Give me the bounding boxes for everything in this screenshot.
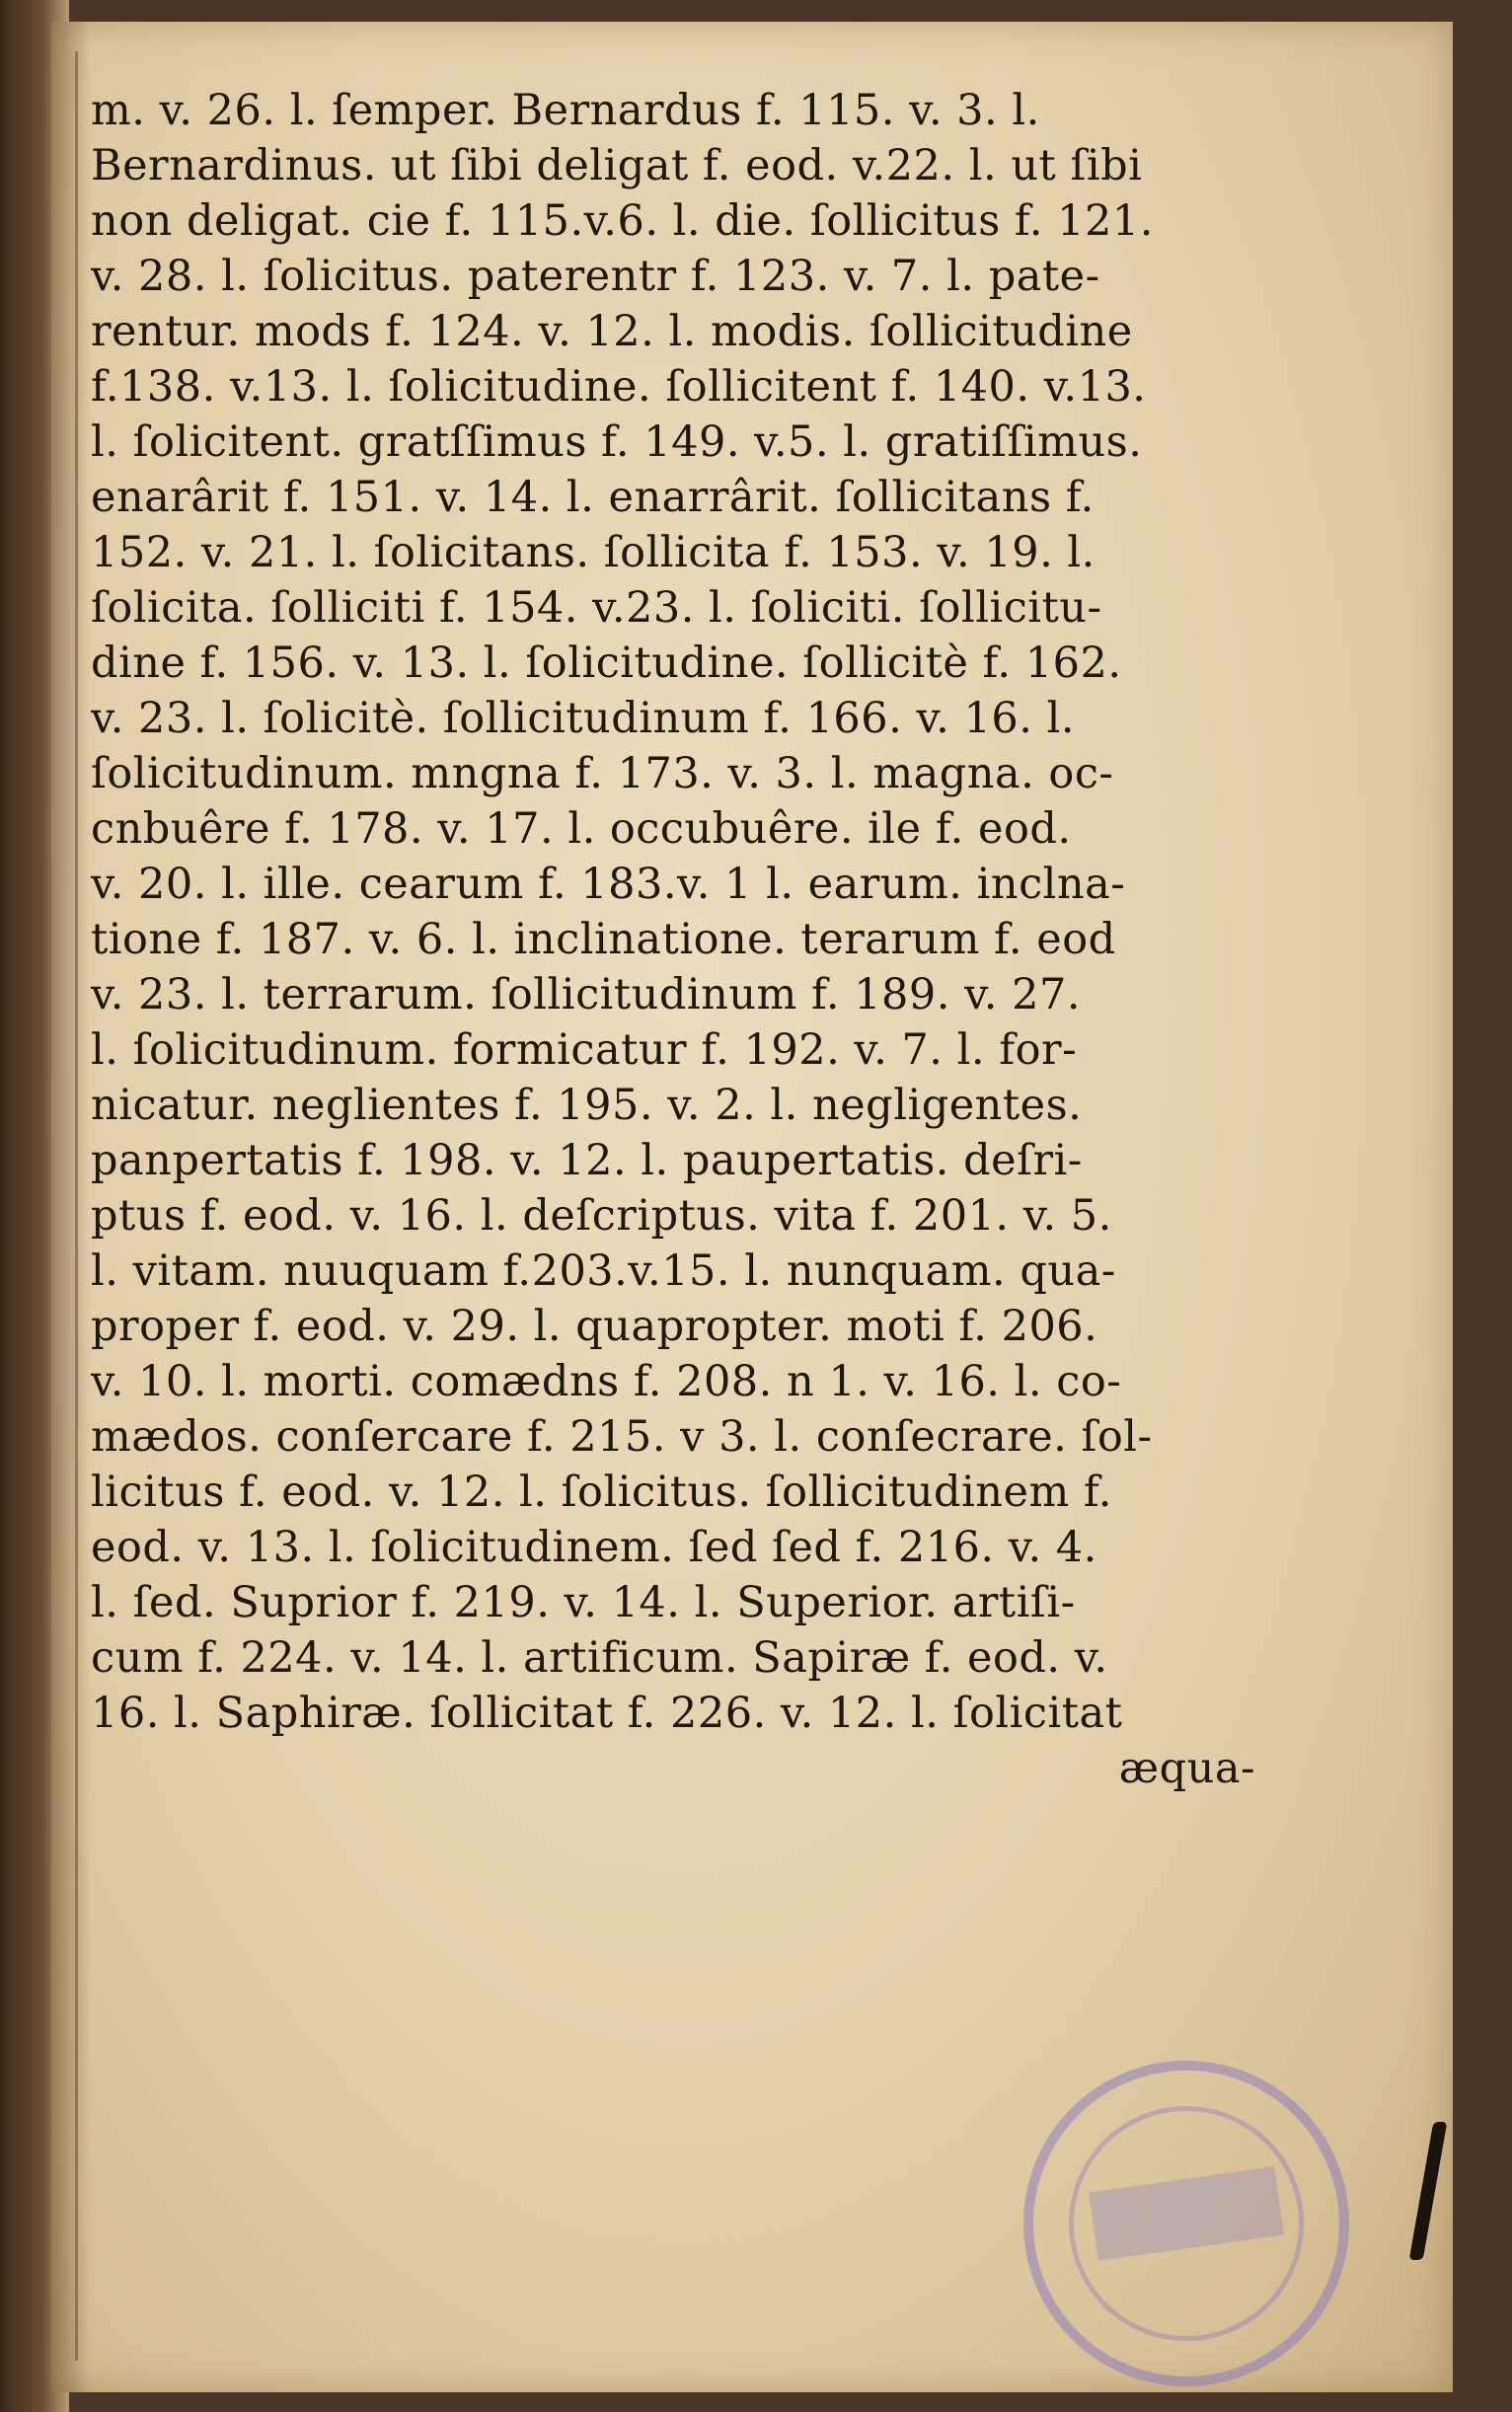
text-line: l. ſolicitudinum. formicatur f. 192. v. 7. l. for-	[91, 1025, 1078, 1075]
text-line: l. ſolicitent. gratſſimus f. 149. v.5. l. gratiſſimus.	[91, 417, 1143, 467]
text-line: cnbuêre f. 178. v. 17. l. occubuêre. ile f. eod.	[91, 804, 1072, 854]
text-line: f.138. v.13. l. ſolicitudine. ſollicitent f. 140. v.13.	[91, 362, 1147, 412]
text-line: v. 10. l. morti. comædns f. 208. n 1. v. 16. l. co-	[91, 1357, 1122, 1406]
text-line: ſolicitudinum. mngna f. 173. v. 3. l. magna. oc-	[91, 749, 1114, 798]
text-line: mædos. conſercare f. 215. v 3. l. conſecrare. ſol-	[91, 1412, 1153, 1462]
text-line: ſolicita. ſolliciti f. 154. v.23. l. ſoliciti. ſollicitu-	[91, 583, 1102, 633]
catchword: æqua-	[1118, 1744, 1255, 1793]
text-line: v. 23. l. ſolicitè. ſollicitudinum f. 166. v. 16. l.	[91, 694, 1075, 743]
text-line: panpertatis f. 198. v. 12. l. paupertatis. deſri-	[91, 1136, 1083, 1185]
text-line: dine f. 156. v. 13. l. ſolicitudine. ſollicitè f. 162.	[91, 639, 1122, 688]
text-line: non deligat. cie f. 115.v.6. l. die. ſollicitus f. 121.	[91, 196, 1154, 246]
text-line: ptus f. eod. v. 16. l. deſcriptus. vita f. 201. v. 5.	[91, 1191, 1112, 1241]
errata-text	[91, 83, 1403, 1796]
gutter-rule	[75, 51, 78, 2361]
text-line: enarârit f. 151. v. 14. l. enarrârit. ſollicitans f.	[91, 473, 1095, 522]
text-line: l. vitam. nuuquam f.203.v.15. l. nunquam. qua-	[91, 1246, 1116, 1296]
text-line: v. 23. l. terrarum. ſollicitudinum f. 189. v. 27.	[91, 970, 1082, 1019]
text-line: nicatur. neglientes f. 195. v. 2. l. negligentes.	[91, 1081, 1083, 1130]
library-stamp	[1023, 2061, 1349, 2386]
text-line: rentur. mods f. 124. v. 12. l. modis. ſollicitudine	[91, 307, 1133, 356]
text-line: Bernardinus. ut ſibi deligat f. eod. v.22. l. ut ſibi	[91, 141, 1143, 190]
text-line: 152. v. 21. l. ſolicitans. ſollicita f. 153. v. 19. l.	[91, 528, 1096, 577]
text-line: cum f. 224. v. 14. l. artificum. Sapiræ f. eod. v.	[91, 1633, 1108, 1683]
text-line: v. 20. l. ille. cearum f. 183.v. 1 l. earum. inclna-	[91, 860, 1126, 909]
book-page	[51, 22, 1453, 2392]
text-line: l. ſed. Suprior f. 219. v. 14. l. Superior. artiſi-	[91, 1578, 1076, 1627]
text-line: eod. v. 13. l. ſolicitudinem. ſed ſed f. 216. v. 4.	[91, 1523, 1097, 1572]
text-line: v. 28. l. ſolicitus. paterentr f. 123. v. 7. l. pate-	[91, 252, 1100, 301]
text-line: 16. l. Saphiræ. ſollicitat f. 226. v. 12. l. ſolicitat	[91, 1689, 1123, 1738]
text-line: m. v. 26. l. ſemper. Bernardus f. 115. v. 3. l.	[91, 86, 1040, 135]
text-line: tione f. 187. v. 6. l. inclinatione. terarum f. eod	[91, 915, 1116, 964]
text-line: proper f. eod. v. 29. l. quapropter. moti f. 206.	[91, 1302, 1098, 1351]
text-line: licitus f. eod. v. 12. l. ſolicitus. ſollicitudinem f.	[91, 1468, 1112, 1517]
